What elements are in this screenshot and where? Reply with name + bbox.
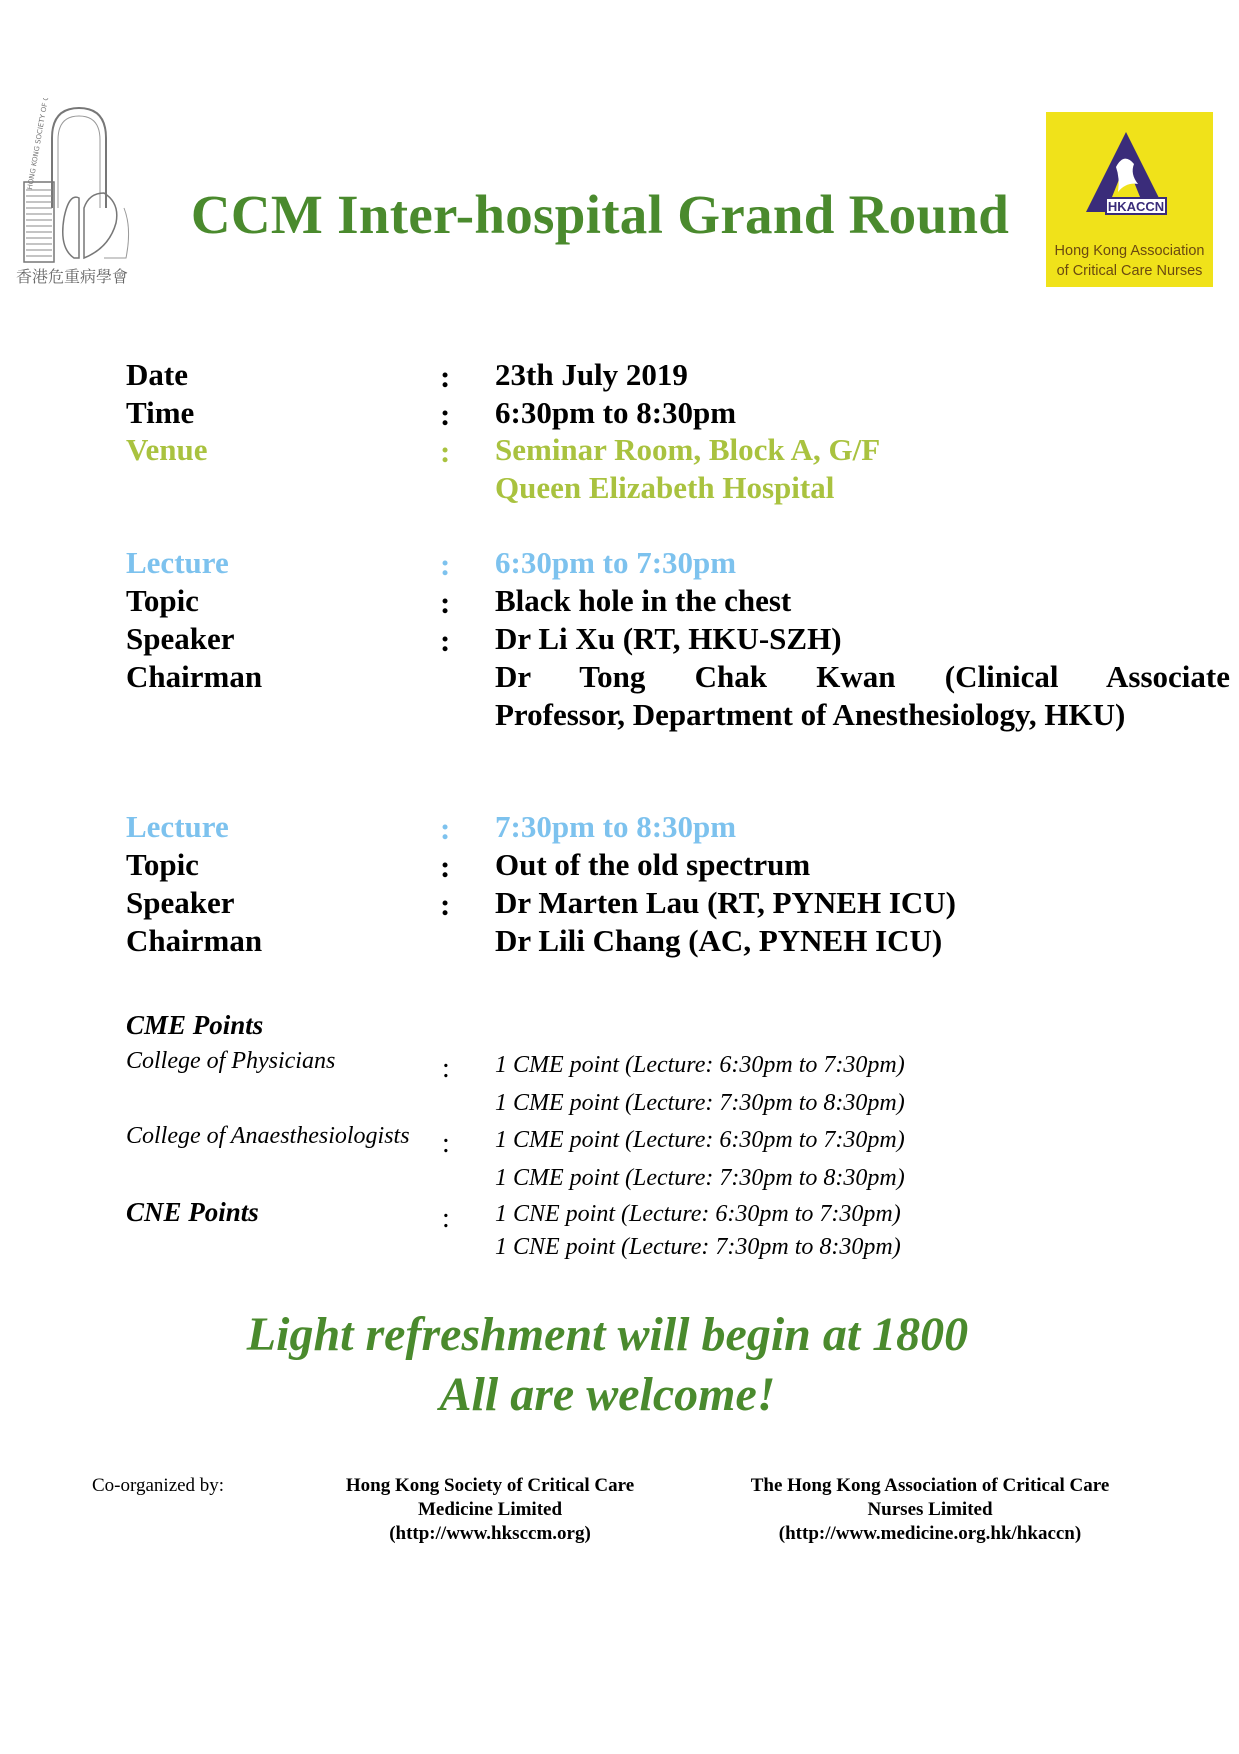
- topic-label: Topic: [126, 583, 199, 618]
- colon: :: [440, 811, 451, 846]
- org1-line1: Hong Kong Society of Critical Care: [345, 1475, 635, 1496]
- page-title: CCM Inter-hospital Grand Round: [190, 184, 1010, 245]
- cne-heading: CNE Points: [126, 1197, 259, 1227]
- chairman-label: Chairman: [126, 659, 263, 694]
- hkaccn-name-line2: of Critical Care Nurses: [1056, 263, 1203, 279]
- lecture-time: 7:30pm to 8:30pm: [495, 809, 737, 844]
- venue-label: Venue: [126, 432, 208, 467]
- hkaccn-emblem-icon: [1046, 112, 1213, 242]
- org2-line1: The Hong Kong Association of Critical Care: [750, 1475, 1110, 1496]
- colon: :: [440, 585, 451, 620]
- chairman-line1: Dr Lili Chang (AC, PYNEH ICU): [495, 923, 943, 958]
- hksccm-chinese-name: 香港危重病學會: [16, 267, 129, 286]
- colon: :: [442, 1053, 450, 1084]
- colon: :: [440, 434, 451, 469]
- lecture-label: Lecture: [126, 809, 229, 844]
- date-label: Date: [126, 357, 188, 392]
- welcome-notice: All are welcome!: [439, 1368, 776, 1421]
- physicians-point: 1 CME point (Lecture: 6:30pm to 7:30pm): [495, 1052, 905, 1078]
- physicians-label: College of Physicians: [126, 1048, 336, 1074]
- topic-label: Topic: [126, 847, 199, 882]
- colon: :: [440, 397, 451, 432]
- cme-heading: CME Points: [126, 1010, 264, 1040]
- chairman-line1: Dr Tong Chak Kwan (Clinical Associate: [495, 659, 1230, 694]
- speaker-value: Dr Li Xu (RT, HKU-SZH): [495, 621, 842, 656]
- venue-line1: Seminar Room, Block A, G/F: [495, 432, 881, 467]
- speaker-value: Dr Marten Lau (RT, PYNEH ICU): [495, 885, 957, 920]
- colon: :: [440, 849, 451, 884]
- lecture-time: 6:30pm to 7:30pm: [495, 545, 737, 580]
- colon: :: [442, 1128, 450, 1159]
- colon: :: [440, 887, 451, 922]
- time-value: 6:30pm to 8:30pm: [495, 395, 737, 430]
- chairman-label: Chairman: [126, 923, 263, 958]
- hkaccn-name-line1: Hong Kong Association: [1054, 243, 1205, 259]
- chairman-line2: Professor, Department of Anesthesiology, HKU): [495, 697, 1126, 732]
- lecture-label: Lecture: [126, 545, 229, 580]
- anaesthesiologists-label: College of Anaesthesiologists: [126, 1123, 410, 1149]
- org2-url[interactable]: (http://www.medicine.org.hk/hkaccn): [778, 1523, 1082, 1544]
- svg-text:HONG KONG SOCIETY OF CRITICAL: HONG KONG SOCIETY OF CRITICAL CARE: [26, 98, 59, 191]
- hkaccn-logo: [1046, 112, 1213, 287]
- refreshment-notice: Light refreshment will begin at 1800: [246, 1308, 969, 1361]
- cne-point: 1 CNE point (Lecture: 7:30pm to 8:30pm): [495, 1234, 901, 1260]
- venue-line2: Queen Elizabeth Hospital: [495, 470, 835, 505]
- hkaccn-abbr: HKACCN: [1107, 199, 1165, 214]
- speaker-label: Speaker: [126, 621, 235, 656]
- colon: :: [440, 547, 451, 582]
- colon: :: [440, 359, 451, 394]
- topic-value: Out of the old spectrum: [495, 847, 811, 882]
- colon: :: [442, 1203, 450, 1234]
- anaesthesiologists-point: 1 CME point (Lecture: 6:30pm to 7:30pm): [495, 1127, 905, 1153]
- cne-point: 1 CNE point (Lecture: 6:30pm to 7:30pm): [495, 1201, 901, 1227]
- coorganized-label: Co-organized by:: [92, 1475, 225, 1496]
- org1-line2: Medicine Limited: [417, 1499, 563, 1520]
- org1-url[interactable]: (http://www.hksccm.org): [389, 1523, 591, 1544]
- topic-value: Black hole in the chest: [495, 583, 792, 618]
- date-value: 23th July 2019: [495, 357, 688, 392]
- colon: :: [440, 623, 451, 658]
- anaesthesiologists-point: 1 CME point (Lecture: 7:30pm to 8:30pm): [495, 1165, 905, 1191]
- speaker-label: Speaker: [126, 885, 235, 920]
- org2-line2: Nurses Limited: [867, 1499, 993, 1520]
- physicians-point: 1 CME point (Lecture: 7:30pm to 8:30pm): [495, 1090, 905, 1116]
- time-label: Time: [126, 395, 195, 430]
